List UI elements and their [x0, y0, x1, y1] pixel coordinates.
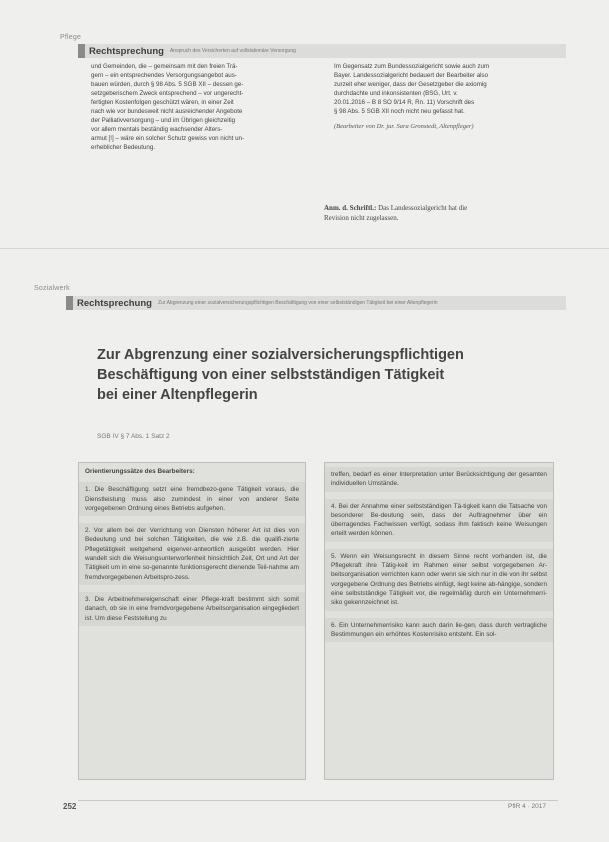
article-title — [97, 345, 537, 405]
annotation-text-2: Revision nicht zugelassen. — [324, 214, 399, 222]
article-title-line: bei einer Altenpflegerin — [97, 387, 258, 403]
rubric-bar-top — [78, 44, 566, 58]
guidelines-box-left — [78, 462, 306, 780]
text-line: setzgeberischem Zweck entsprechend – vor ungerecht- — [91, 90, 244, 97]
rubric-subtitle: Zur Abgrenzung einer sozialversicherungspflichtigen Beschäftigung von einer selbstständigen Tätigkeit bei einer Altenpflegerin — [157, 300, 438, 306]
text-line: der Palliativversorgung – und im Übrigen gleichzeitig — [91, 117, 236, 124]
text-line: durchdachte und inkonsistenten (BSG, Urt. v. — [334, 90, 458, 97]
annotation — [324, 203, 554, 223]
text-line: Bayer. Landessozialgericht bedauert der Bearbeiter also — [334, 72, 489, 79]
footer-rule — [78, 800, 558, 801]
text-line: fertigten Kostenfolgen geschützt wären, in einer Zeit — [91, 99, 234, 106]
article-title-line: Zur Abgrenzung einer sozialversicherungspflichtigen — [97, 347, 464, 363]
page-number: 252 — [63, 802, 77, 811]
annotation-text-1: Das Landessozialgericht hat die — [378, 204, 468, 212]
guidelines-heading: Orientierungssätze des Bearbeiters: — [85, 468, 195, 475]
rubric-title: Rechtsprechung — [89, 45, 164, 57]
annotation-label: Anm. d. Schriftl.: — [324, 204, 377, 212]
norm-reference: SGB IV § 7 Abs. 1 Satz 2 — [97, 433, 170, 440]
guidelines-box-right — [324, 462, 554, 780]
text-line: nach wie vor bundesweit nicht ausreichender Angebote — [91, 108, 243, 115]
section-label-article: Sozialwerk — [34, 285, 70, 292]
page-divider — [0, 248, 609, 249]
rubric-marker — [66, 296, 73, 310]
rubric-title: Rechtsprechung — [77, 297, 152, 309]
rubric-bar-article — [66, 296, 566, 310]
rubric-subtitle: Anspruch des Versicherten auf vollstationäre Versorgung — [169, 48, 296, 54]
text-line: bauen würden, durch § 98 Abs. 5 SGB XII – dessen ge- — [91, 81, 244, 88]
top-left-column — [91, 62, 301, 152]
guideline-item: 3. Die Arbeitnehmereigenschaft einer Pflege-kraft bestimmt sich somit danach, ob sie in eine fremdvorgegebene Arbeitsorganisation eingegliedert ist. Um diese Feststellung zu — [79, 592, 305, 626]
text-line: § 98 Abs. 5 SGB XII noch nicht neu gefasst hat. — [334, 108, 465, 115]
guideline-item: 5. Wenn ein Weisungsrecht in diesem Sinne recht vorhanden ist, die Pflegekraft ihre Tätig-keit im Rahmen einer selbst vorgegebenen Ar-beitsorganisation verrichten kann oder wenn sie sich nur in die von ihr selbst vorgegebene Ordnung des Betriebs einfügt, liegt keine ab-hängige, sondern eine selbstständige Tätigkeit vor, die regelmäßig durch ein Unternehmerri-siko gekennzeichnet ist. — [325, 549, 553, 611]
section-label-top: Pflege — [60, 34, 82, 41]
text-line: 20.01.2016 – B 8 SO 9/14 R, Rn. 11) Vorschrift des — [334, 99, 475, 106]
journal-reference: PflR 4 · 2017 — [508, 803, 546, 810]
article-title-line: Beschäftigung von einer selbstständigen Tätigkeit — [97, 367, 445, 383]
rubric-marker — [78, 44, 85, 58]
text-line: und Gemeinden, die – gemeinsam mit den freien Trä- — [91, 63, 238, 70]
text-line: armut [!] – wäre ein solcher Schutz gewiss von nicht un- — [91, 135, 245, 142]
text-line: vor allem mentals beständig wachsender Alters- — [91, 126, 223, 133]
text-line: gern – ein entsprechendes Versorgungsangebot aus- — [91, 72, 237, 79]
guideline-item: 2. Vor allem bei der Verrichtung von Diensten höherer Art ist dies von Bedeutung und bei solchen Tätigkeiten, die wie z.B. die qualifi-zierte Pflegetätigkeit weitgehend eigenver-antwortlich ausgeübt werden. Hier wandelt sich die Weisungsunterworfenheit hinsichtlich Zeit, Ort und Art der Tätigkeit um in eine so-genannte funktionsgerecht dienende Teil-nahme am fremdvorgegebenen Arbeitspro-zess. — [79, 523, 305, 585]
guideline-item: 1. Die Beschäftigung setzt eine fremdbezo-gene Tätigkeit voraus, die Dienstleistung muss also zumindest in einer von anderer Seite vorgegebenen Ordnung eines Betriebs aufgehen. — [79, 482, 305, 516]
text-line: Im Gegensatz zum Bundessozialgericht sowie auch zum — [334, 63, 490, 70]
text-line: erheblicher Bedeutung. — [91, 144, 155, 151]
guideline-item: 6. Ein Unternehmerrisiko kann auch darin lie-gen, dass durch vertragliche Bestimmungen ein erhöhtes Kostenrisiko entsteht. Ein sol- — [325, 618, 553, 643]
top-right-column — [334, 62, 554, 116]
guideline-item: treffen, bedarf es einer Interpretation unter Berücksichtigung der gesamten individuellen Umstände. — [325, 467, 553, 492]
text-line: zurzeit eher weniger, dass der Gesetzgeber die axiomig — [334, 81, 487, 88]
author-note: (Bearbeiter von Dr. jur. Sara Gronstedt, Altenpfleger) — [334, 123, 474, 130]
guideline-item: 4. Bei der Annahme einer selbstständigen Tä-tigkeit kann die Tatsache von besonderer Be-deutung sein, dass der Auftragnehmer über ein überragendes Fachwissen verfügt, sodass ihm faktisch keine Weisungen erteilt werden können. — [325, 499, 553, 542]
